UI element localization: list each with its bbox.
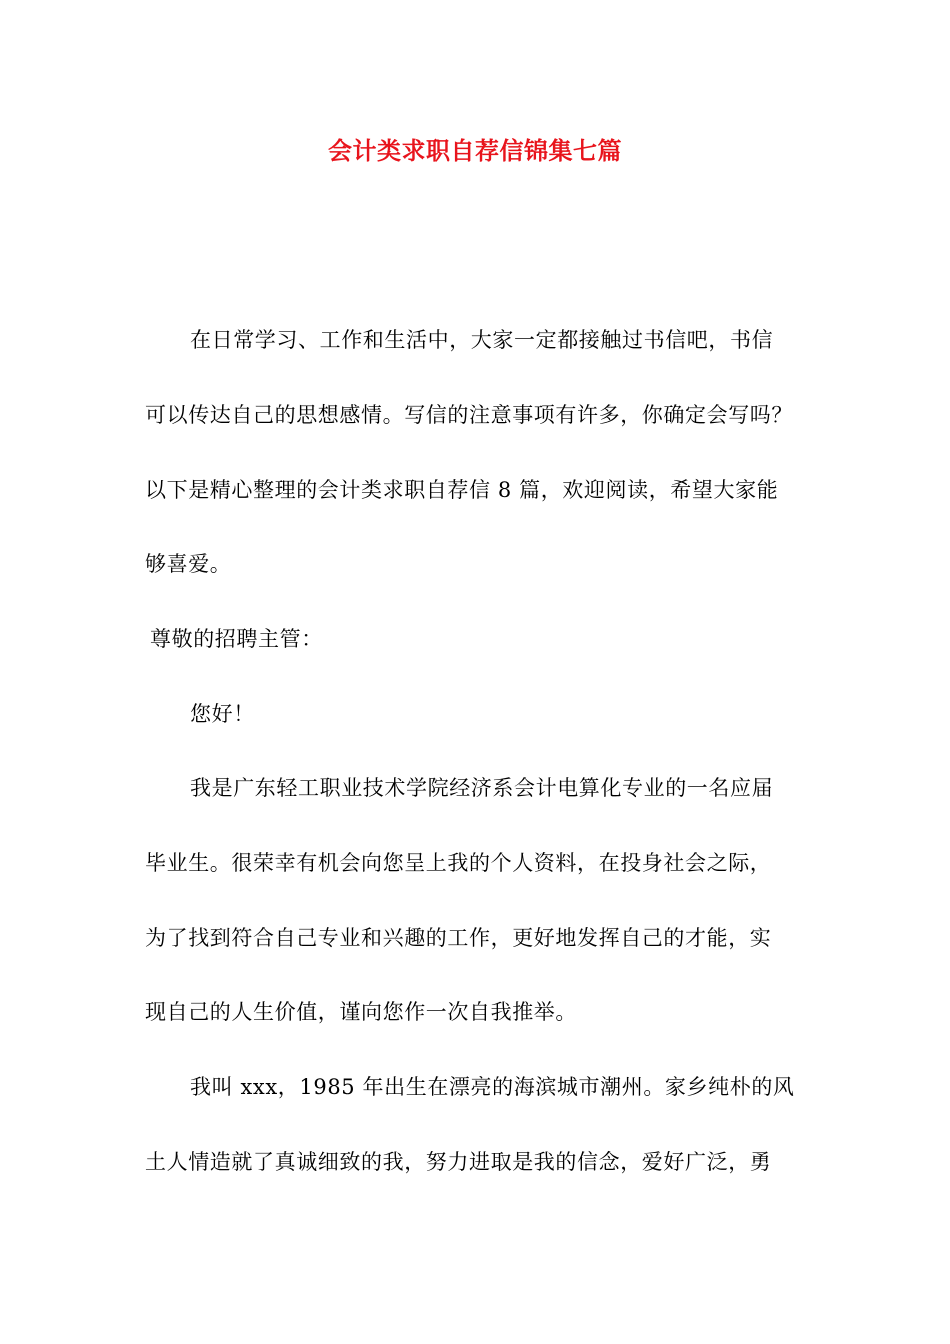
paragraph-line: 可以传达自己的思想感情。写信的注意事项有许多，你确定会写吗？ (145, 403, 793, 427)
document-title: 会计类求职自荐信锦集七篇 (328, 137, 622, 165)
greeting: 您好！ (190, 702, 255, 726)
paragraph-line: 我叫 xxx，1985 年出生在漂亮的海滨城市潮州。家乡纯朴的风 (190, 1075, 795, 1099)
paragraph-line: 土人情造就了真诚细致的我，努力进取是我的信念，爱好广泛，勇 (145, 1150, 772, 1174)
paragraph-line: 够喜爱。 (145, 552, 232, 576)
paragraph-line: 在日常学习、工作和生活中，大家一定都接触过书信吧，书信 (190, 328, 774, 352)
paragraph-line: 毕业生。很荣幸有机会向您呈上我的个人资料，在投身社会之际， (145, 851, 772, 875)
salutation: 尊敬的招聘主管： (150, 627, 323, 651)
paragraph-line: 为了找到符合自己专业和兴趣的工作，更好地发挥自己的才能，实 (145, 926, 772, 950)
paragraph-line: 现自己的人生价值，谨向您作一次自我推举。 (145, 1000, 577, 1024)
paragraph-line: 以下是精心整理的会计类求职自荐信 8 篇，欢迎阅读，希望大家能 (145, 478, 779, 502)
paragraph-line: 我是广东轻工职业技术学院经济系会计电算化专业的一名应届 (190, 776, 774, 800)
